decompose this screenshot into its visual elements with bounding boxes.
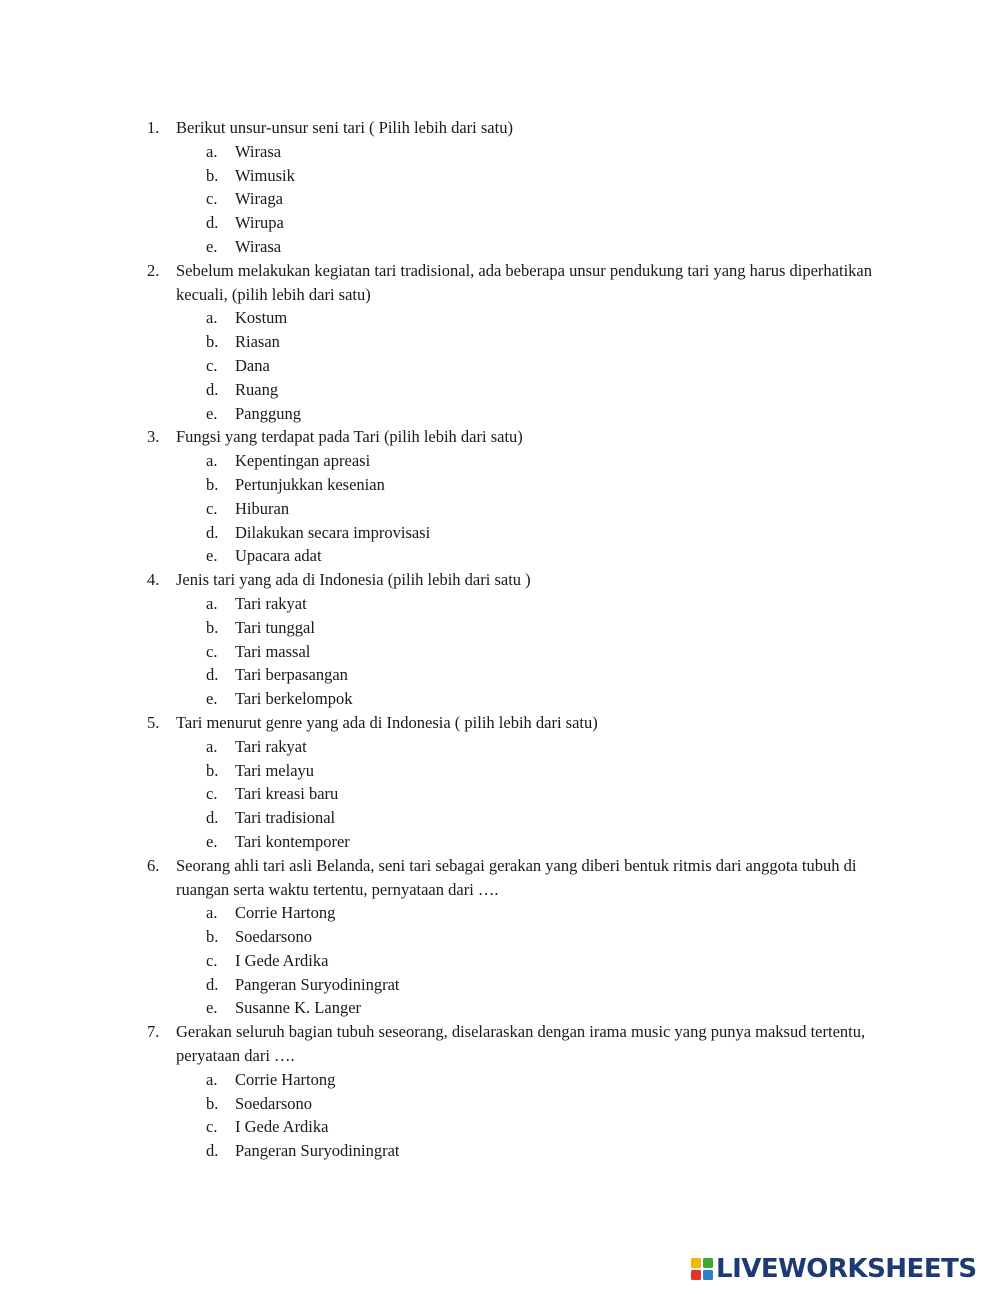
brand-watermark xyxy=(691,1254,977,1284)
option-letter: d. xyxy=(206,522,219,542)
option-letter: a. xyxy=(206,308,218,328)
option-letter: b. xyxy=(206,1093,219,1113)
option-list xyxy=(0,592,1000,711)
option-list xyxy=(0,1068,1000,1163)
question-text: Sebelum melakukan kegiatan tari tradisional, ada beberapa unsur pendukung tari yang harus diperhatikan kecuali, (pilih lebih dari satu) xyxy=(176,260,872,304)
option-text: Tari kontemporer xyxy=(235,831,350,851)
option-letter: c. xyxy=(206,950,218,970)
question-text: Tari menurut genre yang ada di Indonesia ( pilih lebih dari satu) xyxy=(176,712,598,732)
answer-option[interactable] xyxy=(0,1139,1000,1163)
option-letter: b. xyxy=(206,332,219,352)
option-letter: e. xyxy=(206,546,218,566)
answer-option[interactable] xyxy=(0,235,1000,259)
question-list xyxy=(0,116,1000,1163)
logo-square-i xyxy=(703,1258,713,1268)
question-item xyxy=(0,259,1000,426)
option-text: Corrie Hartong xyxy=(235,1069,336,1089)
option-text: Tari kreasi baru xyxy=(235,784,339,804)
option-text: Hiburan xyxy=(235,498,290,518)
logo-square-e xyxy=(703,1270,713,1280)
answer-option[interactable] xyxy=(0,592,1000,616)
question-item xyxy=(0,425,1000,568)
option-list xyxy=(0,449,1000,568)
option-text: I Gede Ardika xyxy=(235,950,329,970)
option-letter: b. xyxy=(206,927,219,947)
question-number: 4. xyxy=(147,570,160,590)
option-text: Pangeran Suryodiningrat xyxy=(235,974,400,994)
option-letter: e. xyxy=(206,831,218,851)
option-letter: e. xyxy=(206,998,218,1018)
answer-option[interactable] xyxy=(0,901,1000,925)
option-letter: d. xyxy=(206,379,219,399)
option-letter: b. xyxy=(206,617,219,637)
answer-option[interactable] xyxy=(0,663,1000,687)
logo-square-l xyxy=(691,1258,701,1268)
option-text: Soedarsono xyxy=(235,927,312,947)
answer-option[interactable] xyxy=(0,973,1000,997)
option-letter: c. xyxy=(206,189,218,209)
option-text: Wirupa xyxy=(235,213,284,233)
option-text: Tari berpasangan xyxy=(235,665,348,685)
option-letter: a. xyxy=(206,141,218,161)
option-letter: a. xyxy=(206,593,218,613)
option-text: Pangeran Suryodiningrat xyxy=(235,1141,400,1161)
option-text: Wiraga xyxy=(235,189,283,209)
answer-option[interactable] xyxy=(0,306,1000,330)
option-text: Soedarsono xyxy=(235,1093,312,1113)
answer-option[interactable] xyxy=(0,521,1000,545)
option-text: Panggung xyxy=(235,403,301,423)
option-text: Riasan xyxy=(235,332,280,352)
option-list xyxy=(0,735,1000,854)
option-text: Wimusik xyxy=(235,165,295,185)
option-text: Tari berkelompok xyxy=(235,689,353,709)
option-text: Susanne K. Langer xyxy=(235,998,362,1018)
question-number: 1. xyxy=(147,118,160,137)
option-text: Tari massal xyxy=(235,641,311,661)
option-letter: d. xyxy=(206,665,219,685)
answer-option[interactable] xyxy=(0,949,1000,973)
option-letter: d. xyxy=(206,1141,219,1161)
option-letter: c. xyxy=(206,784,218,804)
question-item xyxy=(0,116,1000,259)
question-text: Jenis tari yang ada di Indonesia (pilih lebih dari satu ) xyxy=(176,570,531,590)
question-item xyxy=(0,1020,1000,1163)
answer-option[interactable] xyxy=(0,449,1000,473)
question-text: Fungsi yang terdapat pada Tari (pilih lebih dari satu) xyxy=(176,427,523,447)
answer-option[interactable] xyxy=(0,473,1000,497)
answer-option[interactable] xyxy=(0,1092,1000,1116)
answer-option[interactable] xyxy=(0,759,1000,783)
option-text: Upacara adat xyxy=(235,546,322,566)
question-item xyxy=(0,568,1000,711)
answer-option[interactable] xyxy=(0,996,1000,1020)
answer-option[interactable] xyxy=(0,925,1000,949)
option-letter: e. xyxy=(206,689,218,709)
option-letter: e. xyxy=(206,236,218,256)
option-letter: d. xyxy=(206,213,219,233)
option-letter: c. xyxy=(206,1117,218,1137)
answer-option[interactable] xyxy=(0,616,1000,640)
option-letter: d. xyxy=(206,974,219,994)
option-text: Pertunjukkan kesenian xyxy=(235,474,385,494)
option-text: Corrie Hartong xyxy=(235,903,336,923)
option-list xyxy=(0,306,1000,425)
answer-option[interactable] xyxy=(0,687,1000,711)
question-number: 3. xyxy=(147,427,160,447)
answer-option[interactable] xyxy=(0,140,1000,164)
option-text: Kostum xyxy=(235,308,288,328)
option-letter: a. xyxy=(206,451,218,471)
answer-option[interactable] xyxy=(0,330,1000,354)
option-letter: b. xyxy=(206,165,219,185)
question-text: Seorang ahli tari asli Belanda, seni tari sebagai gerakan yang diberi bentuk ritmis dari anggota tubuh di ruangan serta waktu tertentu, pernyataan dari …. xyxy=(176,855,857,899)
answer-option[interactable] xyxy=(0,497,1000,521)
option-text: Tari rakyat xyxy=(235,593,307,613)
option-text: Tari tunggal xyxy=(235,617,315,637)
answer-option[interactable] xyxy=(0,378,1000,402)
option-letter: e. xyxy=(206,403,218,423)
answer-option[interactable] xyxy=(0,164,1000,188)
option-list xyxy=(0,140,1000,259)
liveworksheets-logo-icon xyxy=(691,1258,713,1280)
question-item xyxy=(0,711,1000,854)
option-text: Ruang xyxy=(235,379,279,399)
question-text: Berikut unsur-unsur seni tari ( Pilih lebih dari satu) xyxy=(176,118,513,137)
option-text: Wirasa xyxy=(235,236,282,256)
option-text: Wirasa xyxy=(235,141,282,161)
answer-option[interactable] xyxy=(0,1115,1000,1139)
answer-option[interactable] xyxy=(0,735,1000,759)
answer-option[interactable] xyxy=(0,640,1000,664)
option-letter: a. xyxy=(206,1069,218,1089)
option-text: Dana xyxy=(235,355,270,375)
question-text: Gerakan seluruh bagian tubuh seseorang, diselaraskan dengan irama music yang punya maksud tertentu, peryataan dari …. xyxy=(176,1022,866,1066)
question-number: 6. xyxy=(147,855,160,875)
answer-option[interactable] xyxy=(0,354,1000,378)
question-number: 2. xyxy=(147,260,160,280)
answer-option[interactable] xyxy=(0,211,1000,235)
option-text: Tari rakyat xyxy=(235,736,307,756)
answer-option[interactable] xyxy=(0,830,1000,854)
option-text: Dilakukan secara improvisasi xyxy=(235,522,431,542)
question-number: 5. xyxy=(147,712,160,732)
option-letter: b. xyxy=(206,474,219,494)
option-letter: a. xyxy=(206,903,218,923)
answer-option[interactable] xyxy=(0,187,1000,211)
question-number: 7. xyxy=(147,1022,160,1042)
option-letter: a. xyxy=(206,736,218,756)
answer-option[interactable] xyxy=(0,1068,1000,1092)
option-letter: c. xyxy=(206,355,218,375)
option-text: Kepentingan apreasi xyxy=(235,451,371,471)
question-item xyxy=(0,854,1000,1021)
option-text: Tari melayu xyxy=(235,760,315,780)
answer-option[interactable] xyxy=(0,402,1000,426)
option-letter: d. xyxy=(206,808,219,828)
answer-option[interactable] xyxy=(0,544,1000,568)
answer-option[interactable] xyxy=(0,782,1000,806)
option-letter: b. xyxy=(206,760,219,780)
option-letter: c. xyxy=(206,498,218,518)
option-text: I Gede Ardika xyxy=(235,1117,329,1137)
logo-square-v xyxy=(691,1270,701,1280)
answer-option[interactable] xyxy=(0,806,1000,830)
brand-name: LIVEWORKSHEETS xyxy=(716,1254,977,1284)
option-list xyxy=(0,901,1000,1020)
option-letter: c. xyxy=(206,641,218,661)
option-text: Tari tradisional xyxy=(235,808,336,828)
